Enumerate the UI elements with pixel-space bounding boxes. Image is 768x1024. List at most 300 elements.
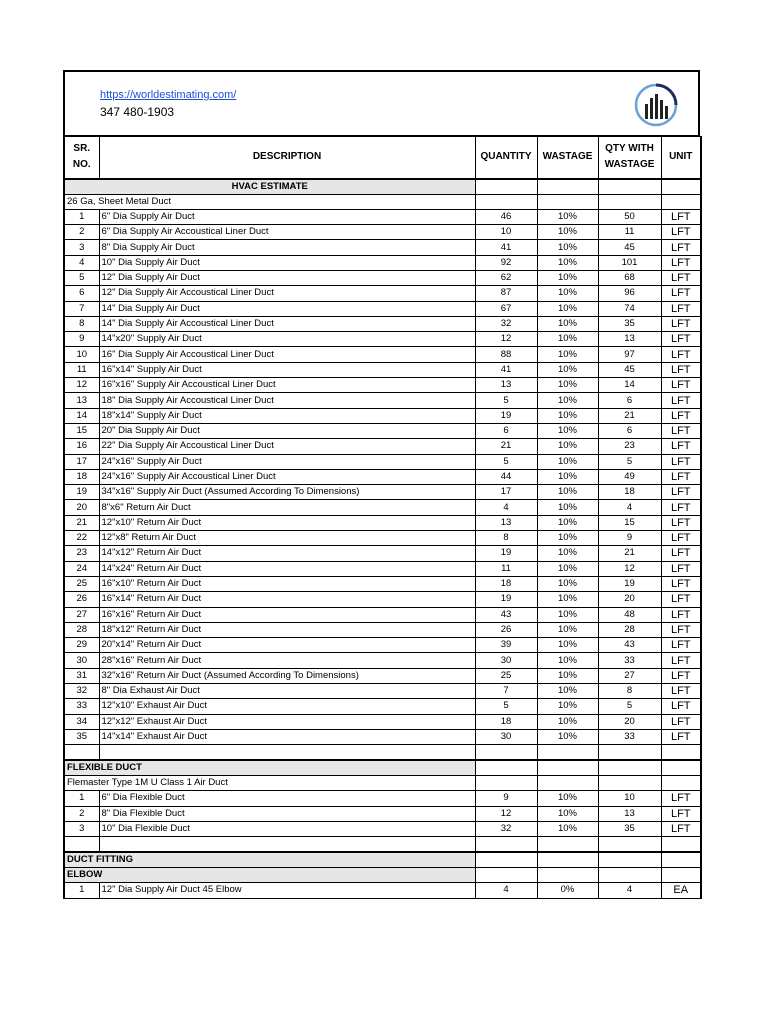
row-description: 12" Dia Supply Air Duct 45 Elbow xyxy=(99,883,475,898)
table-row xyxy=(64,240,701,255)
row-sr: 1 xyxy=(64,883,99,898)
table-row xyxy=(64,301,701,316)
row-qty-with-wastage: 13 xyxy=(598,332,661,347)
row-wastage: 10% xyxy=(537,332,598,347)
row-wastage: 10% xyxy=(537,561,598,576)
row-unit: LFT xyxy=(661,316,701,331)
row-wastage: 10% xyxy=(537,592,598,607)
table-row xyxy=(64,378,701,393)
row-sr: 19 xyxy=(64,485,99,500)
flexible-duct-subtitle: Flemaster Type 1M U Class 1 Air Duct xyxy=(64,775,475,790)
row-sr: 30 xyxy=(64,653,99,668)
row-wastage: 10% xyxy=(537,699,598,714)
row-qty-with-wastage: 15 xyxy=(598,515,661,530)
row-sr: 31 xyxy=(64,668,99,683)
row-sr: 16 xyxy=(64,439,99,454)
row-unit: LFT xyxy=(661,439,701,454)
row-quantity: 5 xyxy=(475,393,537,408)
table-row xyxy=(64,332,701,347)
row-qty-with-wastage: 20 xyxy=(598,714,661,729)
row-sr: 5 xyxy=(64,270,99,285)
row-wastage: 10% xyxy=(537,454,598,469)
row-wastage: 10% xyxy=(537,791,598,806)
row-sr: 12 xyxy=(64,378,99,393)
row-sr: 15 xyxy=(64,423,99,438)
row-unit: LFT xyxy=(661,561,701,576)
row-sr: 32 xyxy=(64,684,99,699)
row-quantity: 32 xyxy=(475,821,537,836)
row-description: 32"x16" Return Air Duct (Assumed According To Dimensions) xyxy=(99,668,475,683)
row-sr: 21 xyxy=(64,515,99,530)
row-description: 18"x14" Supply Air Duct xyxy=(99,408,475,423)
row-qty-with-wastage: 43 xyxy=(598,638,661,653)
table-row xyxy=(64,316,701,331)
row-unit: LFT xyxy=(661,515,701,530)
table-row xyxy=(64,439,701,454)
row-unit: LFT xyxy=(661,714,701,729)
row-unit: LFT xyxy=(661,531,701,546)
row-wastage: 10% xyxy=(537,485,598,500)
row-qty-with-wastage: 6 xyxy=(598,423,661,438)
table-row xyxy=(64,209,701,224)
row-qty-with-wastage: 74 xyxy=(598,301,661,316)
row-wastage: 0% xyxy=(537,883,598,898)
row-qty-with-wastage: 23 xyxy=(598,439,661,454)
row-description: 6" Dia Supply Air Duct xyxy=(99,209,475,224)
row-sr: 28 xyxy=(64,622,99,637)
row-wastage: 10% xyxy=(537,653,598,668)
table-row xyxy=(64,592,701,607)
row-wastage: 10% xyxy=(537,576,598,591)
row-quantity: 32 xyxy=(475,316,537,331)
row-quantity: 9 xyxy=(475,791,537,806)
row-unit: LFT xyxy=(661,791,701,806)
row-quantity: 5 xyxy=(475,454,537,469)
row-wastage: 10% xyxy=(537,607,598,622)
row-qty-with-wastage: 96 xyxy=(598,286,661,301)
phone-number: 347 480-1903 xyxy=(100,105,175,119)
row-qty-with-wastage: 21 xyxy=(598,546,661,561)
row-sr: 33 xyxy=(64,699,99,714)
table-row xyxy=(64,485,701,500)
row-quantity: 19 xyxy=(475,546,537,561)
row-unit: LFT xyxy=(661,638,701,653)
row-quantity: 43 xyxy=(475,607,537,622)
row-unit: LFT xyxy=(661,622,701,637)
row-description: 14"x20" Supply Air Duct xyxy=(99,332,475,347)
row-qty-with-wastage: 5 xyxy=(598,454,661,469)
row-quantity: 44 xyxy=(475,469,537,484)
table-row xyxy=(64,255,701,270)
row-description: 34"x16" Supply Air Duct (Assumed According To Dimensions) xyxy=(99,485,475,500)
table-row xyxy=(64,362,701,377)
elbow-section-row xyxy=(64,867,701,882)
header-description: DESCRIPTION xyxy=(99,137,475,179)
row-sr: 3 xyxy=(64,821,99,836)
row-description: 10" Dia Supply Air Duct xyxy=(99,255,475,270)
row-quantity: 11 xyxy=(475,561,537,576)
row-sr: 4 xyxy=(64,255,99,270)
row-unit: LFT xyxy=(661,668,701,683)
row-sr: 2 xyxy=(64,225,99,240)
row-sr: 29 xyxy=(64,638,99,653)
row-qty-with-wastage: 8 xyxy=(598,684,661,699)
row-wastage: 10% xyxy=(537,240,598,255)
row-qty-with-wastage: 14 xyxy=(598,378,661,393)
row-sr: 18 xyxy=(64,469,99,484)
row-description: 14"x24" Return Air Duct xyxy=(99,561,475,576)
row-unit: LFT xyxy=(661,684,701,699)
row-quantity: 88 xyxy=(475,347,537,362)
table-row xyxy=(64,423,701,438)
row-description: 22" Dia Supply Air Accoustical Liner Duct xyxy=(99,439,475,454)
row-qty-with-wastage: 21 xyxy=(598,408,661,423)
row-qty-with-wastage: 27 xyxy=(598,668,661,683)
row-qty-with-wastage: 101 xyxy=(598,255,661,270)
table-row xyxy=(64,546,701,561)
table-row xyxy=(64,638,701,653)
table-row xyxy=(64,821,701,836)
blank-row xyxy=(64,837,701,852)
row-unit: LFT xyxy=(661,393,701,408)
row-unit: LFT xyxy=(661,607,701,622)
row-unit: LFT xyxy=(661,225,701,240)
row-unit: LFT xyxy=(661,576,701,591)
table-row xyxy=(64,714,701,729)
row-wastage: 10% xyxy=(537,729,598,744)
row-quantity: 26 xyxy=(475,622,537,637)
row-wastage: 10% xyxy=(537,515,598,530)
flexible-sub-row xyxy=(64,775,701,790)
row-unit: LFT xyxy=(661,378,701,393)
row-unit: LFT xyxy=(661,469,701,484)
row-wastage: 10% xyxy=(537,684,598,699)
row-description: 24"x16" Supply Air Accoustical Liner Duct xyxy=(99,469,475,484)
row-qty-with-wastage: 20 xyxy=(598,592,661,607)
row-unit: LFT xyxy=(661,500,701,515)
row-unit: LFT xyxy=(661,806,701,821)
row-description: 8" Dia Exhaust Air Duct xyxy=(99,684,475,699)
column-header-row xyxy=(64,137,701,179)
row-quantity: 87 xyxy=(475,286,537,301)
table-row xyxy=(64,653,701,668)
row-wastage: 10% xyxy=(537,622,598,637)
table-row xyxy=(64,622,701,637)
row-quantity: 17 xyxy=(475,485,537,500)
flexible-duct-title: FLEXIBLE DUCT xyxy=(64,760,475,776)
row-sr: 22 xyxy=(64,531,99,546)
row-sr: 1 xyxy=(64,209,99,224)
row-quantity: 39 xyxy=(475,638,537,653)
row-qty-with-wastage: 45 xyxy=(598,240,661,255)
row-sr: 26 xyxy=(64,592,99,607)
row-quantity: 62 xyxy=(475,270,537,285)
row-unit: LFT xyxy=(661,821,701,836)
row-description: 16"x16" Return Air Duct xyxy=(99,607,475,622)
row-description: 8" Dia Supply Air Duct xyxy=(99,240,475,255)
row-sr: 9 xyxy=(64,332,99,347)
row-wastage: 10% xyxy=(537,225,598,240)
table-row xyxy=(64,607,701,622)
row-sr: 1 xyxy=(64,791,99,806)
row-description: 12"x8" Return Air Duct xyxy=(99,531,475,546)
table-row xyxy=(64,454,701,469)
header-wastage: WASTAGE xyxy=(537,137,598,179)
row-unit: LFT xyxy=(661,332,701,347)
row-description: 20" Dia Supply Air Duct xyxy=(99,423,475,438)
row-quantity: 6 xyxy=(475,423,537,438)
row-description: 12"x10" Exhaust Air Duct xyxy=(99,699,475,714)
row-description: 24"x16" Supply Air Duct xyxy=(99,454,475,469)
row-sr: 17 xyxy=(64,454,99,469)
row-quantity: 41 xyxy=(475,240,537,255)
row-wastage: 10% xyxy=(537,500,598,515)
row-sr: 2 xyxy=(64,806,99,821)
row-unit: LFT xyxy=(661,423,701,438)
row-qty-with-wastage: 68 xyxy=(598,270,661,285)
row-quantity: 7 xyxy=(475,684,537,699)
flexible-section-row xyxy=(64,760,701,776)
row-wastage: 10% xyxy=(537,821,598,836)
table-row xyxy=(64,469,701,484)
row-description: 14" Dia Supply Air Accoustical Liner Duct xyxy=(99,316,475,331)
table-row xyxy=(64,347,701,362)
row-wastage: 10% xyxy=(537,668,598,683)
row-unit: LFT xyxy=(661,301,701,316)
row-sr: 34 xyxy=(64,714,99,729)
row-description: 20"x14" Return Air Duct xyxy=(99,638,475,653)
row-wastage: 10% xyxy=(537,316,598,331)
row-qty-with-wastage: 33 xyxy=(598,729,661,744)
row-qty-with-wastage: 18 xyxy=(598,485,661,500)
row-qty-with-wastage: 11 xyxy=(598,225,661,240)
table-row xyxy=(64,225,701,240)
row-unit: LFT xyxy=(661,653,701,668)
row-wastage: 10% xyxy=(537,806,598,821)
row-sr: 10 xyxy=(64,347,99,362)
row-qty-with-wastage: 12 xyxy=(598,561,661,576)
row-qty-with-wastage: 5 xyxy=(598,699,661,714)
row-description: 12"x10" Return Air Duct xyxy=(99,515,475,530)
row-quantity: 8 xyxy=(475,531,537,546)
table-row xyxy=(64,576,701,591)
row-wastage: 10% xyxy=(537,393,598,408)
table-row xyxy=(64,393,701,408)
row-wastage: 10% xyxy=(537,531,598,546)
row-qty-with-wastage: 28 xyxy=(598,622,661,637)
duct-fitting-title: DUCT FITTING xyxy=(64,852,475,868)
estimate-table xyxy=(63,136,702,899)
row-wastage: 10% xyxy=(537,209,598,224)
hvac-estimate-title: HVAC ESTIMATE xyxy=(64,179,475,195)
table-row xyxy=(64,561,701,576)
row-description: 8"x6" Return Air Duct xyxy=(99,500,475,515)
row-description: 8" Dia Flexible Duct xyxy=(99,806,475,821)
row-wastage: 10% xyxy=(537,270,598,285)
row-quantity: 4 xyxy=(475,500,537,515)
header-qty-with-wastage: QTY WITH WASTAGE xyxy=(598,137,661,179)
row-unit: LFT xyxy=(661,209,701,224)
sheet-metal-subtitle: 26 Ga, Sheet Metal Duct xyxy=(64,194,475,209)
row-qty-with-wastage: 45 xyxy=(598,362,661,377)
row-qty-with-wastage: 4 xyxy=(598,883,661,898)
website-link[interactable]: https://worldestimating.com/ xyxy=(100,89,237,101)
row-unit: LFT xyxy=(661,362,701,377)
table-row xyxy=(64,270,701,285)
row-quantity: 4 xyxy=(475,883,537,898)
row-sr: 6 xyxy=(64,286,99,301)
row-qty-with-wastage: 4 xyxy=(598,500,661,515)
row-quantity: 13 xyxy=(475,515,537,530)
row-unit: LFT xyxy=(661,546,701,561)
row-wastage: 10% xyxy=(537,714,598,729)
row-quantity: 46 xyxy=(475,209,537,224)
row-description: 12"x12" Exhaust Air Duct xyxy=(99,714,475,729)
blank-row xyxy=(64,745,701,760)
row-sr: 3 xyxy=(64,240,99,255)
header-unit: UNIT xyxy=(661,137,701,179)
row-unit: LFT xyxy=(661,485,701,500)
row-sr: 13 xyxy=(64,393,99,408)
row-quantity: 10 xyxy=(475,225,537,240)
row-description: 14"x12" Return Air Duct xyxy=(99,546,475,561)
row-quantity: 30 xyxy=(475,653,537,668)
row-description: 28"x16" Return Air Duct xyxy=(99,653,475,668)
row-qty-with-wastage: 50 xyxy=(598,209,661,224)
row-quantity: 18 xyxy=(475,576,537,591)
row-unit: LFT xyxy=(661,729,701,744)
row-unit: LFT xyxy=(661,255,701,270)
row-description: 14" Dia Supply Air Duct xyxy=(99,301,475,316)
row-description: 16"x14" Return Air Duct xyxy=(99,592,475,607)
row-description: 18" Dia Supply Air Accoustical Liner Duct xyxy=(99,393,475,408)
row-wastage: 10% xyxy=(537,378,598,393)
row-unit: LFT xyxy=(661,592,701,607)
row-sr: 20 xyxy=(64,500,99,515)
row-description: 14"x14" Exhaust Air Duct xyxy=(99,729,475,744)
row-qty-with-wastage: 33 xyxy=(598,653,661,668)
row-description: 16"x14" Supply Air Duct xyxy=(99,362,475,377)
table-row xyxy=(64,531,701,546)
row-quantity: 67 xyxy=(475,301,537,316)
row-qty-with-wastage: 9 xyxy=(598,531,661,546)
fitting-section-row xyxy=(64,852,701,868)
row-quantity: 19 xyxy=(475,592,537,607)
row-description: 12" Dia Supply Air Accoustical Liner Duct xyxy=(99,286,475,301)
row-wastage: 10% xyxy=(537,255,598,270)
row-quantity: 13 xyxy=(475,378,537,393)
row-description: 12" Dia Supply Air Duct xyxy=(99,270,475,285)
row-sr: 14 xyxy=(64,408,99,423)
table-row xyxy=(64,883,701,898)
row-description: 18"x12" Return Air Duct xyxy=(99,622,475,637)
hvac-section-row xyxy=(64,179,701,195)
row-sr: 27 xyxy=(64,607,99,622)
table-row xyxy=(64,500,701,515)
table-row xyxy=(64,729,701,744)
row-wastage: 10% xyxy=(537,638,598,653)
row-quantity: 18 xyxy=(475,714,537,729)
row-sr: 23 xyxy=(64,546,99,561)
table-row xyxy=(64,408,701,423)
row-description: 16" Dia Supply Air Accoustical Liner Duct xyxy=(99,347,475,362)
row-quantity: 25 xyxy=(475,668,537,683)
row-sr: 8 xyxy=(64,316,99,331)
row-sr: 11 xyxy=(64,362,99,377)
building-chart-icon xyxy=(633,82,679,128)
header-sr: SR. NO. xyxy=(64,137,99,179)
row-unit: LFT xyxy=(661,270,701,285)
row-description: 16"x16" Supply Air Accoustical Liner Duct xyxy=(99,378,475,393)
row-wastage: 10% xyxy=(537,301,598,316)
sheet-metal-row xyxy=(64,194,701,209)
table-row xyxy=(64,684,701,699)
row-unit: LFT xyxy=(661,699,701,714)
row-quantity: 41 xyxy=(475,362,537,377)
row-qty-with-wastage: 49 xyxy=(598,469,661,484)
table-row xyxy=(64,806,701,821)
row-unit: LFT xyxy=(661,286,701,301)
row-sr: 35 xyxy=(64,729,99,744)
row-quantity: 12 xyxy=(475,806,537,821)
row-description: 10" Dia Flexible Duct xyxy=(99,821,475,836)
row-wastage: 10% xyxy=(537,362,598,377)
row-qty-with-wastage: 48 xyxy=(598,607,661,622)
header-quantity: QUANTITY xyxy=(475,137,537,179)
estimate-sheet xyxy=(63,70,700,899)
row-description: 16"x10" Return Air Duct xyxy=(99,576,475,591)
row-wastage: 10% xyxy=(537,469,598,484)
row-qty-with-wastage: 97 xyxy=(598,347,661,362)
row-wastage: 10% xyxy=(537,408,598,423)
table-row xyxy=(64,699,701,714)
row-sr: 25 xyxy=(64,576,99,591)
table-row xyxy=(64,668,701,683)
row-sr: 24 xyxy=(64,561,99,576)
table-row xyxy=(64,791,701,806)
row-quantity: 5 xyxy=(475,699,537,714)
row-qty-with-wastage: 10 xyxy=(598,791,661,806)
row-qty-with-wastage: 35 xyxy=(598,316,661,331)
row-description: 6" Dia Flexible Duct xyxy=(99,791,475,806)
row-qty-with-wastage: 19 xyxy=(598,576,661,591)
row-wastage: 10% xyxy=(537,286,598,301)
row-quantity: 92 xyxy=(475,255,537,270)
sheet-header xyxy=(63,70,700,136)
row-unit: EA xyxy=(661,883,701,898)
row-unit: LFT xyxy=(661,347,701,362)
row-quantity: 30 xyxy=(475,729,537,744)
row-sr: 7 xyxy=(64,301,99,316)
row-wastage: 10% xyxy=(537,423,598,438)
row-quantity: 21 xyxy=(475,439,537,454)
elbow-title: ELBOW xyxy=(64,867,475,882)
table-row xyxy=(64,286,701,301)
row-wastage: 10% xyxy=(537,347,598,362)
row-wastage: 10% xyxy=(537,546,598,561)
row-quantity: 12 xyxy=(475,332,537,347)
row-wastage: 10% xyxy=(537,439,598,454)
row-unit: LFT xyxy=(661,408,701,423)
row-description: 6" Dia Supply Air Accoustical Liner Duct xyxy=(99,225,475,240)
row-quantity: 19 xyxy=(475,408,537,423)
row-unit: LFT xyxy=(661,454,701,469)
row-qty-with-wastage: 13 xyxy=(598,806,661,821)
row-unit: LFT xyxy=(661,240,701,255)
row-qty-with-wastage: 35 xyxy=(598,821,661,836)
row-qty-with-wastage: 6 xyxy=(598,393,661,408)
table-row xyxy=(64,515,701,530)
